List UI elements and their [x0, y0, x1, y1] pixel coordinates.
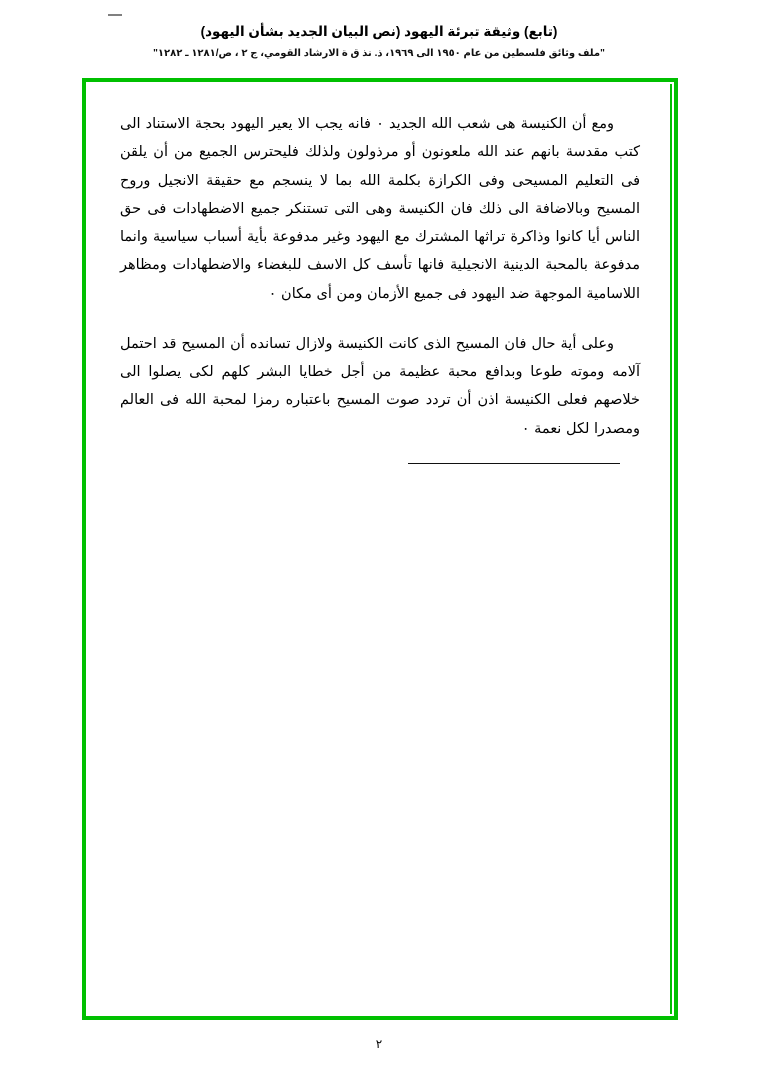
page-number: ٢ [375, 1037, 383, 1051]
page-corner-mark [108, 8, 122, 16]
page-title: (تابع) وثيقة تبرئة اليهود (نص البيان الجديد بشأن اليهود) [200, 24, 558, 39]
paragraph-1 [120, 110, 640, 308]
section-divider-rule [408, 463, 620, 464]
body-text [120, 110, 640, 465]
paragraph-1-text: ومع أن الكنيسة هى شعب الله الجديد ٠ فانه يجب الا يعير اليهود بحجة الاستناد الى كتب مقدسة بانهم عند الله ملعونون أو مرذولون ولذلك فليحترس الجميع من أن يلقن فى التعليم المسيحى وفى الكرازة بكلمة الله بما لا ينسجم مع حقيقة الانجيل وروح المسيح وبالاضافة الى ذلك فان الكنيسة وهى التى تستنكر جميع الاضطهادات فى حق الناس أيا كانوا وذاكرة تراثها المشترك مع اليهود وغير مدفوعة بأية أسباب سياسية وانما مدفوعة بالمحبة الدينية الانجيلية فانها تأسف كل الاسف للبغضاء والاضطهادات ومظاهر اللاسامية الموجهة ضد اليهود فى جميع الأزمان ومن أى مكان ٠ [120, 116, 640, 302]
paragraph-2 [120, 330, 640, 443]
source-citation: "ملف وثائق فلسطين من عام ١٩٥٠ الى ١٩٦٩، ذ. نذ ق ة الارشاد القومي، ج ٢ ، ص/١٢٨١ ـ ١٢٨٢" [153, 48, 605, 59]
paragraph-2-text: وعلى أية حال فان المسيح الذى كانت الكنيسة ولازال تسانده أن المسيح قد احتمل آلامه وموته طوعا وبدافع محبة عظيمة من أجل خطايا البشر كلهم لكى يصلوا الى خلاصهم فعلى الكنيسة اذن أن تردد صوت المسيح باعتباره رمزا لمحبة الله فى العالم ومصدرا لكل نعمة ٠ [120, 335, 640, 437]
